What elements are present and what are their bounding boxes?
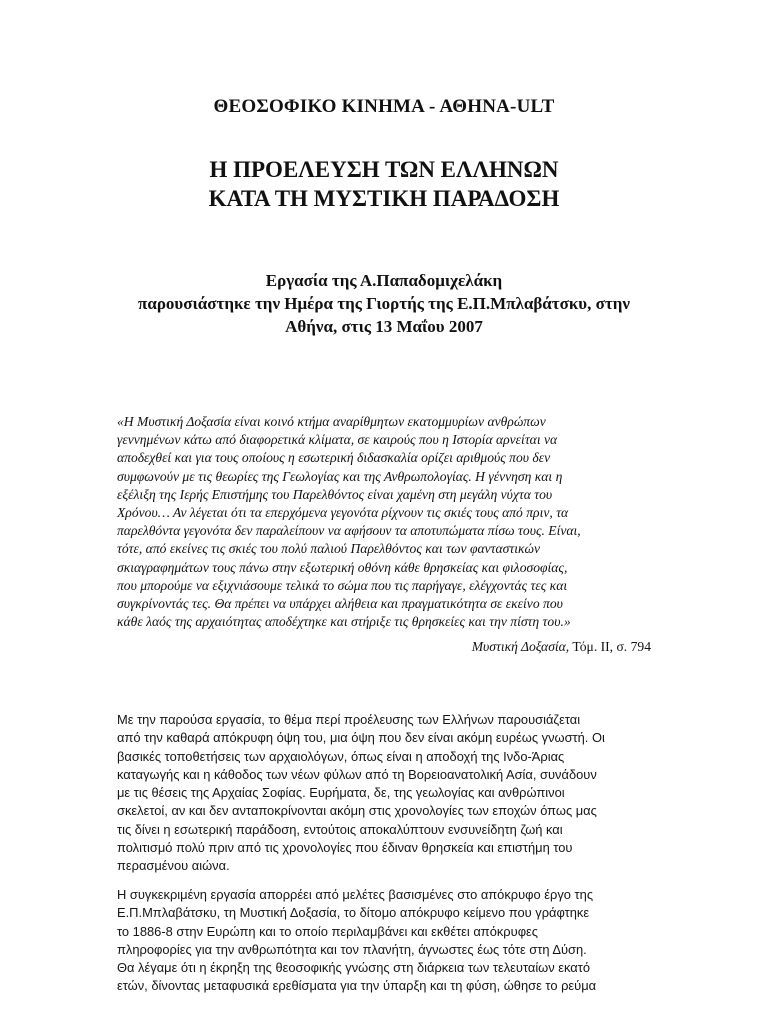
paragraph-line: πολιτισμό πολύ πριν από τις χρονολογίες που έδιναν θρησκεία και επιστήμη του [117, 840, 573, 856]
paragraph-line: Με την παρούσα εργασία, το θέμα περί προέλευσης των Ελλήνων παρουσιάζεται [117, 712, 581, 727]
body-paragraph-2 [117, 886, 657, 996]
author-line-2: παρουσιάστηκε την Ημέρα της Γιορτής της Ε.Π.Μπλαβάτσκυ, στην [138, 294, 630, 313]
paragraph-line: πληροφορίες για την ανθρωπότητα και τον πλανήτη, άγνωστες έως τότε στη Δύση. [117, 941, 587, 957]
paragraph-line: από την καθαρά απόκρυφη όψη του, μια όψη που δεν είναι ακόμη ευρέως γνωστή. Οι [117, 730, 605, 746]
quote-line: συμφωνούν με τις θεωρίες της Γεωλογίας και της Ανθρωπολογίας. Η γέννηση και η [117, 468, 563, 484]
citation-reference: Τόμ. ΙΙ, σ. 794 [569, 639, 651, 654]
quote-line: σκιαγραφημάτων τους πάνω στην εξωτερική οθόνη κάθε θρησκείας και φιλοσοφίας, [117, 559, 568, 575]
document-title [0, 155, 768, 213]
quote-line: τότε, από εκείνες τις σκιές του πολύ παλιού Παρελθόντος και των φανταστικών [117, 541, 541, 557]
quote-line: που μπορούμε να εξιχνιάσουμε τελικά το σώμα που τις παρήγαγε, ελέγχοντάς τες και [117, 577, 568, 593]
paragraph-line: τις δίνει η εσωτερική παράδοση, εντούτοις αποκαλύπτουν ενσυνείδητη ζωή και [117, 821, 563, 837]
paragraph-line: ετών, δίνοντας μεταφυσικά ερεθίσματα για την ύπαρξη και τη φύση, ώθησε το ρεύμα [117, 978, 597, 994]
quote-line: Χρόνου… Αν λέγεται ότι τα επερχόμενα γεγονότα ρίχνουν τις σκιές τους από πριν, τα [117, 505, 569, 521]
quote-line: γεννημένων κάτω από διαφορετικά κλίματα, σε καιρούς που η Ιστορία αρνείται να [117, 432, 558, 448]
paragraph-line: το 1886-8 στην Ευρώπη και το οποίο περιλαμβάνει και εκθέτει απόκρυφες [117, 923, 539, 939]
paragraph-line: σκελετοί, αν και δεν ανταποκρίνονται ακόμη στις χρονολογίες των εποχών όπως μας [117, 803, 597, 819]
author-line-1: Εργασία της Α.Παπαδομιχελάκη [265, 271, 503, 290]
paragraph-line: βασικές τοποθετήσεις των αρχαιολόγων, όπως είναι η αποδοχή της Ινδο-Άριας [117, 748, 565, 764]
title-line-1: Η ΠΡΟΕΛΕΥΣΗ ΤΩΝ ΕΛΛΗΝΩΝ [209, 157, 559, 182]
epigraph-quote [117, 413, 647, 631]
author-line-3: Αθήνα, στις 13 Μαΐου 2007 [285, 317, 483, 336]
paragraph-line: Θα λέγαμε ότι η έκρηξη της θεοσοφικής γνώσης στη διάρκεια των τελευταίων εκατό [117, 960, 591, 976]
quote-line: αποδεχθεί και για τους οποίους η εσωτερική διδασκαλία ορίζει αριθμούς που δεν [117, 450, 551, 466]
organization-header: ΘΕΟΣΟΦΙΚΟ ΚΙΝΗΜΑ - ΑΘΗΝΑ-ULT [213, 96, 555, 117]
paragraph-line: καταγωγής και η κάθοδος των νέων φύλων από τη Βορειοανατολική Ασία, συνάδουν [117, 766, 597, 782]
quote-line: «Η Μυστική Δοξασία είναι κοινό κτήμα αναρίθμητων εκατομμυρίων ανθρώπων [117, 414, 546, 429]
quote-citation [472, 638, 651, 656]
citation-title: Μυστική Δοξασία, [471, 639, 570, 654]
body-paragraph-1 [117, 711, 657, 876]
author-info [0, 269, 768, 338]
paragraph-line: περασμένου αιώνα. [117, 858, 230, 874]
quote-line: συγκρίνοντάς τες. Θα πρέπει να υπάρχει αλήθεια και πραγματικότητα σε εκείνο που [117, 596, 563, 612]
paragraph-line: Ε.Π.Μπλαβάτσκυ, τη Μυστική Δοξασία, το δίτομο απόκρυφο κείμενο που γράφτηκε [117, 905, 590, 921]
quote-line: κάθε λαός της αρχαιότητας αποδέχτηκε και στήριξε τις θρησκείες και την πίστη του.» [117, 614, 571, 630]
paragraph-line: με τις θέσεις της Αρχαίας Σοφίας. Ευρήματα, δε, της γεωλογίας και ανθρώπινοι [117, 785, 565, 801]
quote-line: εξέλιξη της Ιερής Επιστήμης του Παρελθόντος είναι χαμένη στη μεγάλη νύχτα του [117, 486, 553, 502]
title-line-2: ΚΑΤΑ ΤΗ ΜΥΣΤΙΚΗ ΠΑΡΑΔΟΣΗ [208, 186, 560, 211]
paragraph-line: Η συγκεκριμένη εργασία απορρέει από μελέτες βασισμένες στο απόκρυφο έργο της [117, 887, 594, 902]
quote-line: παρελθόντα γεγονότα δεν παραλείπουν να αφήσουν τα αποτυπώματα πίσω τους. Είναι, [117, 523, 581, 539]
